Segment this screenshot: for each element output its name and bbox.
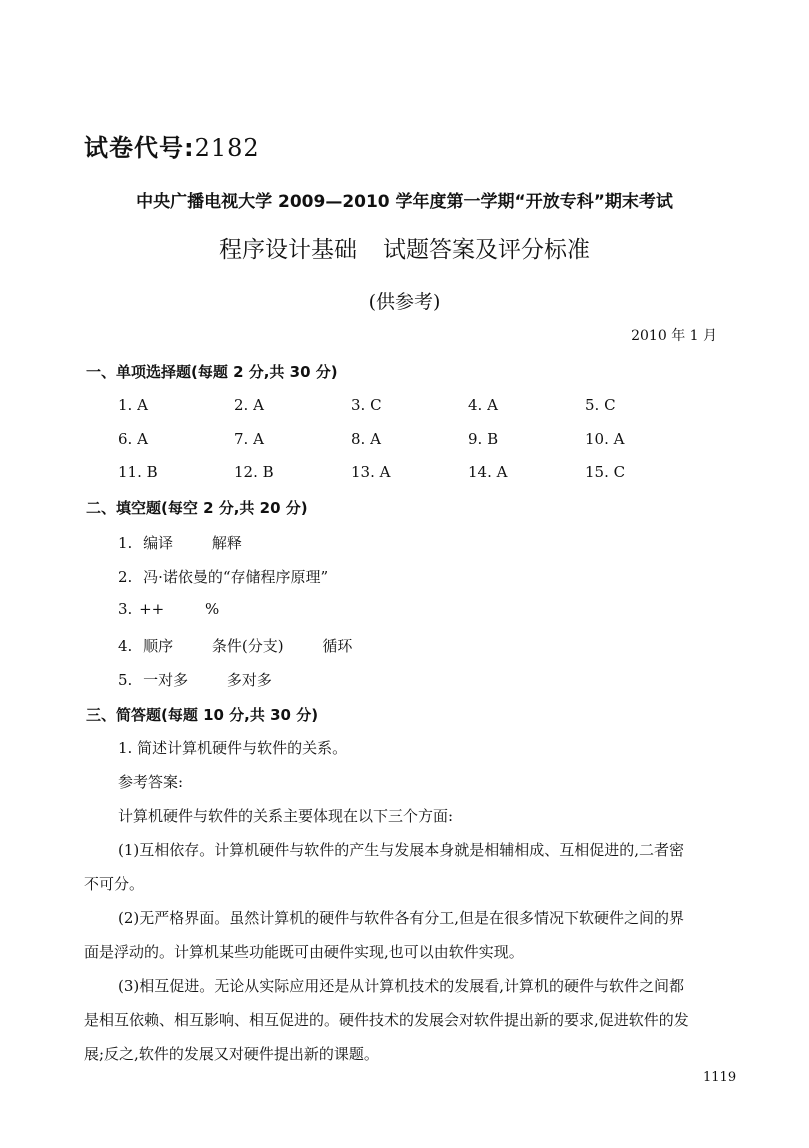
mc-answer: 1. A: [118, 396, 148, 414]
fill-item: [118, 669, 272, 690]
fill-answer: 顺序: [143, 637, 174, 655]
doc-type: 试题答案及评分标准: [383, 237, 590, 263]
mc-answer: 10. A: [585, 430, 625, 448]
fill-item: [118, 600, 219, 618]
exam-code: [84, 128, 260, 163]
fill-item: [118, 532, 242, 553]
mc-answer: 11. B: [118, 463, 158, 481]
mc-answer: 6. A: [118, 430, 148, 448]
fill-answer: 条件(分支): [211, 637, 284, 655]
mc-answer: 3. C: [351, 396, 382, 414]
mc-answer: 2. A: [234, 396, 264, 414]
fill-item-number: 3.: [118, 600, 133, 618]
answer-paragraph-line: (1)互相依存。计算机硬件与软件的产生与发展本身就是相辅相成、互相促进的,二者密: [118, 841, 685, 859]
page-title: [0, 231, 809, 264]
fill-item: [118, 566, 328, 587]
fill-answer: 一对多: [143, 671, 189, 689]
answer-paragraph-line: 不可分。: [84, 875, 145, 893]
fill-item-number: 4.: [118, 637, 133, 655]
answer-label: 参考答案:: [118, 773, 184, 791]
answer-paragraph-line: 展;反之,软件的发展又对硬件提出新的课题。: [84, 1045, 379, 1063]
mc-answer: 8. A: [351, 430, 381, 448]
fill-answer: 多对多: [226, 671, 272, 689]
fill-item-number: 2.: [118, 568, 133, 586]
answer-paragraph-line: (3)相互促进。无论从实际应用还是从计算机技术的发展看,计算机的硬件与软件之间都: [118, 977, 685, 995]
section1-heading: 一、单项选择题(每题 2 分,共 30 分): [86, 363, 338, 381]
question-text: 1. 简述计算机硬件与软件的关系。: [118, 739, 348, 757]
mc-answer: 15. C: [585, 463, 626, 481]
exam-date: 2010 年 1 月: [631, 328, 717, 344]
answer-paragraph-line: (2)无严格界面。虽然计算机的硬件与软件各有分工,但是在很多情况下软硬件之间的界: [118, 909, 685, 927]
fill-item-number: 1.: [118, 534, 133, 552]
mc-answer: 12. B: [234, 463, 274, 481]
fill-item-number: 5.: [118, 671, 133, 689]
fill-answer: 冯·诺依曼的“存储程序原理”: [143, 568, 329, 586]
reference-note: (供参考): [368, 291, 441, 313]
mc-answer: 14. A: [468, 463, 508, 481]
mc-answer: 4. A: [468, 396, 498, 414]
page-number: 1119: [703, 1070, 737, 1085]
university-line: 中央广播电视大学 2009—2010 学年度第一学期“开放专科”期末考试: [136, 192, 673, 212]
fill-answer: 解释: [211, 534, 242, 552]
section3-heading: 三、简答题(每题 10 分,共 30 分): [86, 706, 319, 724]
fill-answer: ++: [139, 600, 165, 618]
mc-answer: 9. B: [468, 430, 499, 448]
answer-paragraph-line: 是相互依赖、相互影响、相互促进的。硬件技术的发展会对软件提出新的要求,促进软件的发: [84, 1011, 689, 1029]
section2-heading: 二、填空题(每空 2 分,共 20 分): [86, 499, 308, 517]
answer-paragraph-line: 面是浮动的。计算机某些功能既可由硬件实现,也可以由软件实现。: [84, 943, 524, 961]
fill-item: [118, 635, 352, 656]
mc-answer: 5. C: [585, 396, 616, 414]
mc-answer: 13. A: [351, 463, 391, 481]
exam-code-label: 试卷代号:: [84, 134, 195, 162]
course-name: 程序设计基础: [219, 237, 357, 263]
answer-intro: 计算机硬件与软件的关系主要体现在以下三个方面:: [118, 807, 454, 825]
mc-answer: 7. A: [234, 430, 264, 448]
fill-answer: %: [205, 600, 220, 618]
fill-answer: 循环: [322, 637, 353, 655]
fill-answer: 编译: [143, 534, 174, 552]
exam-code-number: 2182: [194, 134, 260, 162]
